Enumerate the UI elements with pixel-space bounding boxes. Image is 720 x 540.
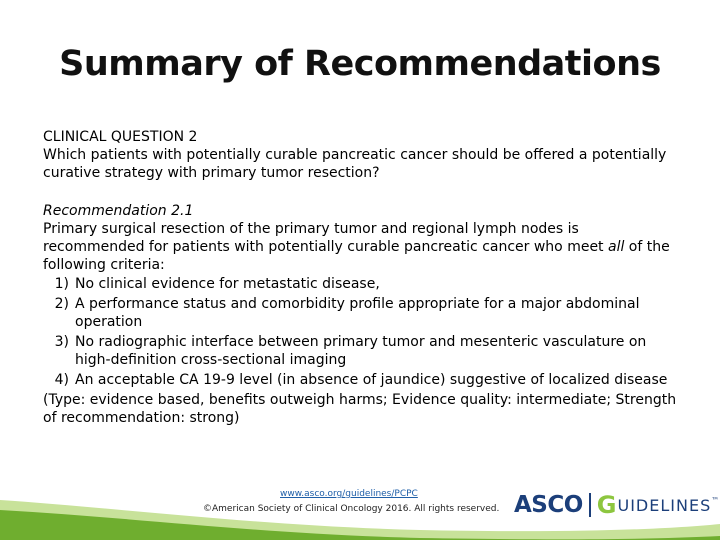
logo-separator — [589, 493, 591, 517]
asco-guidelines-logo — [514, 490, 719, 520]
recommendation-footnote: (Type: evidence based, benefits outweigh harms; Evidence quality: intermediate; Strength of recommendation: strong) — [43, 392, 677, 426]
slide-title: Summary of Recommendations — [59, 44, 661, 84]
recommendation-intro-after: of the following criteria: — [43, 239, 670, 273]
criteria-item — [43, 295, 679, 331]
criteria-number: 2) — [54, 296, 69, 312]
criteria-item — [43, 371, 679, 389]
criteria-item — [43, 333, 679, 369]
recommendation-intro — [43, 220, 679, 274]
logo-asco-text: ASCO — [514, 492, 583, 518]
recommendation-heading: Recommendation 2.1 — [43, 203, 194, 219]
logo-g-letter: G — [596, 491, 617, 519]
criteria-number: 1) — [54, 276, 69, 292]
logo-trademark: ™ — [711, 496, 720, 505]
criteria-number: 3) — [54, 334, 69, 350]
criteria-list — [43, 275, 679, 389]
criteria-text: A performance status and comorbidity profile appropriate for a major abdominal operation — [75, 296, 640, 330]
recommendation-intro-emphasis: all — [608, 239, 625, 255]
recommendation-intro-before: Primary surgical resection of the primary tumor and regional lymph nodes is recommended for patients with potentially curable pancreatic cancer who meet — [43, 221, 608, 255]
criteria-text: No radiographic interface between primary tumor and mesenteric vasculature on high-definition cross-sectional imaging — [75, 334, 647, 368]
criteria-number: 4) — [54, 372, 69, 388]
question-heading: CLINICAL QUESTION 2 — [43, 129, 198, 145]
question-text: Which patients with potentially curable pancreatic cancer should be offered a potentially curative strategy with primary tumor resection? — [43, 147, 667, 181]
guidelines-link[interactable]: www.asco.org/guidelines/PCPC — [280, 489, 418, 499]
copyright-text: ©American Society of Clinical Oncology 2016. All rights reserved. — [203, 504, 500, 514]
criteria-text: An acceptable CA 19-9 level (in absence of jaundice) suggestive of localized disease — [75, 372, 668, 388]
slide-body — [43, 128, 679, 427]
logo-guidelines-text: UIDELINES — [617, 495, 712, 515]
criteria-text: No clinical evidence for metastatic disease, — [75, 276, 380, 292]
criteria-item — [43, 275, 679, 293]
